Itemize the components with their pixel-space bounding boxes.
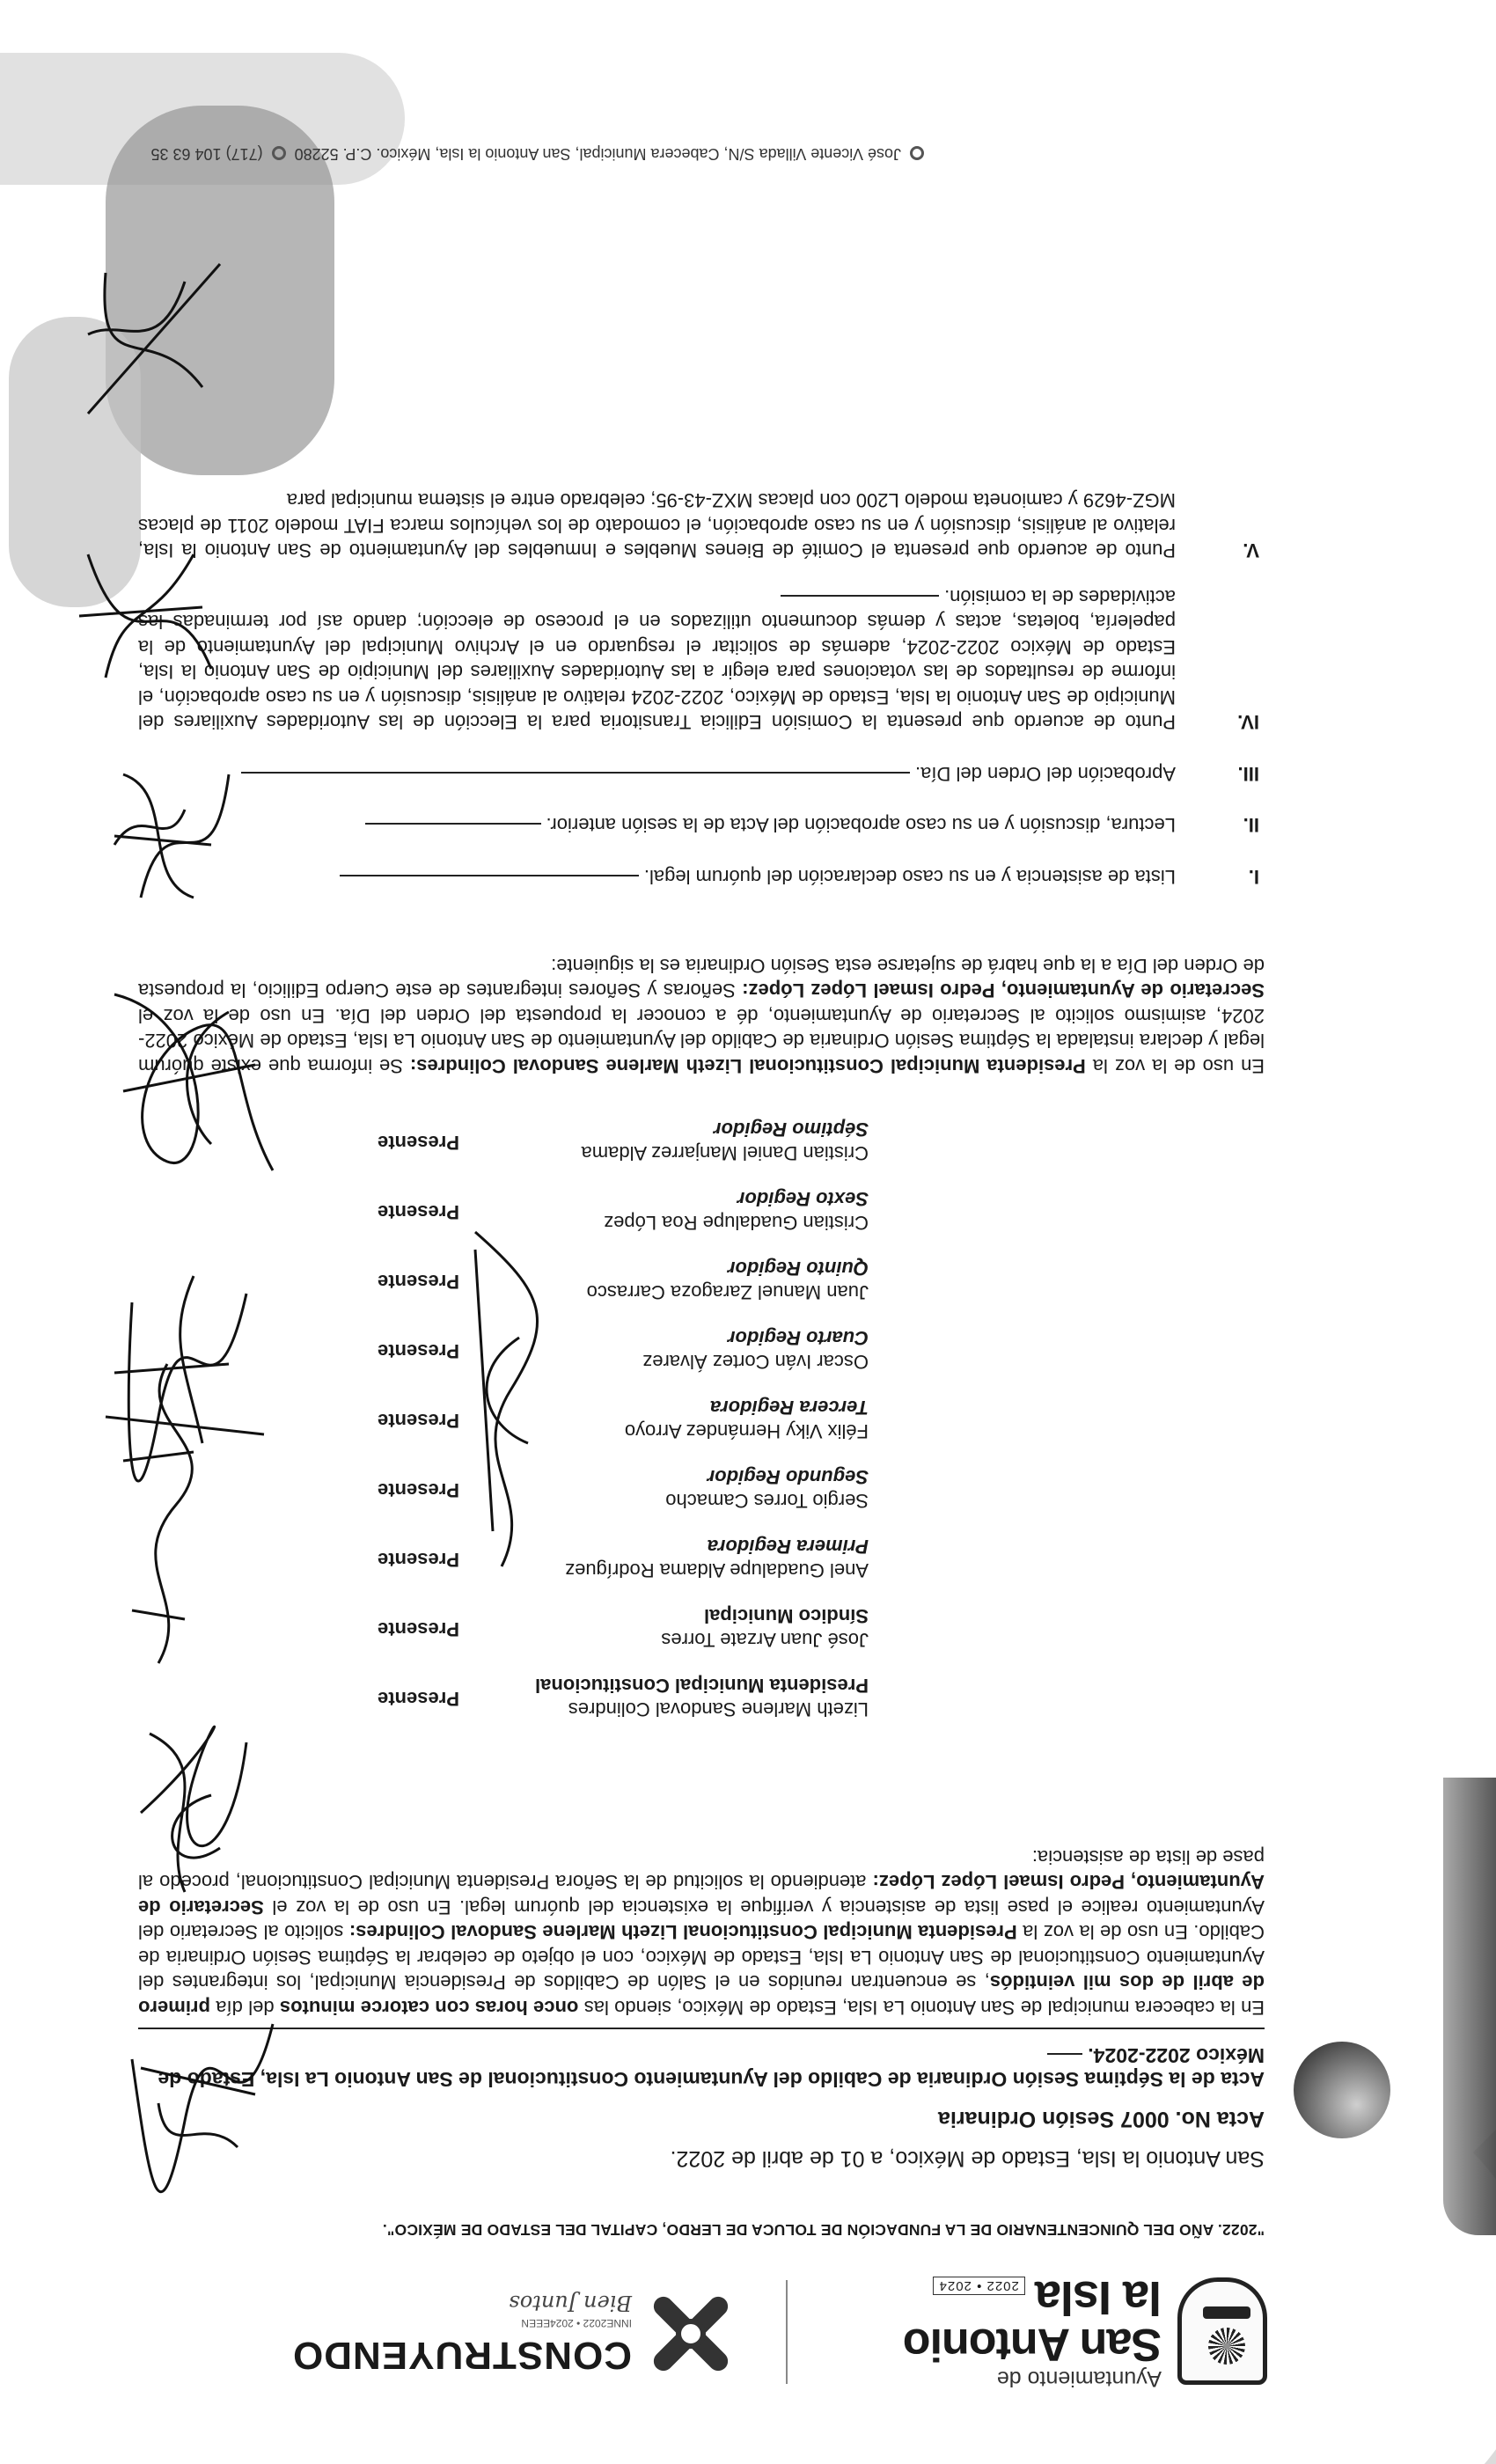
- agenda-item: II. Lectura, discusión y en su caso aprobación del Acta de la sesión anterior.: [138, 812, 1265, 838]
- year-motto: "2022. AÑO DEL QUINCENTENARIO DE LA FUNDACIÓN DE TOLUCA DE LERDO, CAPITAL DEL ESTADO DE MÉXICO".: [382, 2221, 1265, 2239]
- signature: [114, 1703, 273, 1918]
- signature: [70, 242, 238, 440]
- municipality-name-2: la Isla: [1035, 2271, 1162, 2324]
- status-present: Presente: [378, 1340, 459, 1362]
- intro-paragraph: En la cabecera municipal de San Antonio La Isla, Estado de México, siendo las once horas con catorce minutos del día primero de abril de dos mil veintidós, se encuentran reunidos en el Salón de Cabildos de Presidencia Municipal, los integrantes del Ayuntamiento Constitucional de San Antonio La Isla, Estado de México, con el objeto de celebrar la Séptima Sesión Ordinaria de Cabildo. En uso de la voz la Presidenta Municipal Constitucional Lizeth Marlene Sandoval Colindres: solicito al Secretario del Ayuntamiento realice el pase lista de asistencia y verifique la existencia del quórum legal. En uso de la voz el Secretario de Ayuntamiento, Pedro Ismael López López: atendiendo la solicitud de la Señora Presidenta Municipal Constitucional, procedo al pase de lista de asistencia:: [138, 1846, 1265, 2019]
- attendance-row: Oscar Iván Cortez Álvarez Cuarto Regidor Presente: [378, 1327, 869, 1373]
- attendance-row: Anel Guadalupe Aldama Rodríguez Primera Regidora Presente: [378, 1536, 869, 1581]
- signature: [97, 964, 299, 1197]
- decorative-sphere: [1294, 2042, 1390, 2138]
- status-present: Presente: [378, 1618, 459, 1640]
- acta-title: Acta de la Séptima Sesión Ordinaria de Cabildo del Ayuntamiento Constitucional de San Antonio La Isla, Estado de México 2022-2024.: [158, 2044, 1265, 2091]
- construyendo-label: CONSTRUYENDO: [291, 2334, 632, 2377]
- status-present: Presente: [378, 1271, 459, 1293]
- attendance-row: Cristian Guadalupe Roa López Sexto Regidor Presente: [378, 1188, 869, 1234]
- municipality-name: San Antonio: [903, 2319, 1162, 2370]
- attendance-row: Lizeth Marlene Sandoval Colindres Presidenta Municipal Constitucional Presente: [378, 1675, 869, 1720]
- construyendo-logo: [292, 2285, 739, 2382]
- agenda-item: I. Lista de asistencia y en su caso declaración del quórum legal.: [138, 864, 1265, 890]
- attendance-row: Juan Manuel Zaragoza Carrasco Quinto Regidor Presente: [378, 1258, 869, 1303]
- term-badge: 2022 • 2024: [933, 2277, 1025, 2295]
- phone-icon: [272, 147, 286, 161]
- construyendo-icon: [642, 2285, 739, 2382]
- municipality-logo: [903, 2271, 1267, 2391]
- crest-icon: [1177, 2278, 1267, 2386]
- status-present: Presente: [378, 1132, 459, 1154]
- attendance-row: José Juan Arzate Torres Síndico Municipal Presente: [378, 1605, 869, 1651]
- status-present: Presente: [378, 1479, 459, 1501]
- signature: [106, 788, 194, 862]
- divider: [786, 2280, 788, 2384]
- signature: [431, 1210, 572, 1584]
- date-line: San Antonio la Isla, Estado de México, a 01 de abril de 2022.: [670, 2146, 1265, 2171]
- construyendo-signature: Bien Juntos: [509, 2291, 632, 2315]
- letterhead: [132, 2248, 1267, 2389]
- signature: [106, 1351, 211, 1672]
- title-rule: [138, 2028, 1265, 2029]
- status-present: Presente: [378, 1549, 459, 1571]
- construyendo-subline: INNE2022 • 2024EEEN: [521, 2317, 632, 2329]
- signature: [114, 1967, 290, 2200]
- status-present: Presente: [378, 1688, 459, 1710]
- agenda-item: V. Punto de acuerdo que presenta el Comité de Bienes Muebles e Inmuebles del Ayuntamiento de San Antonio la Isla, relativo al análisis, discusión y en su caso aprobación, el comodato de los vehículos marca FIAT modelo 2011 de placas MGZ-4629 y camioneta modelo L200 con placas MXZ-43-95; celebrado entre el sistema municipal para: [138, 489, 1259, 562]
- decorative-band: [1443, 1778, 1496, 2235]
- status-present: Presente: [378, 1410, 459, 1432]
- attendance-row: Félix Viky Hernández Arroyo Tercera Regidora Presente: [378, 1397, 869, 1442]
- agenda-list: [138, 488, 1265, 889]
- attendance-row: Cristian Daniel Manjarrez Aldama Séptimo Regidor Presente: [378, 1118, 869, 1164]
- agenda-item: IV. Punto de acuerdo que presenta la Comisión Edilicia Transitoria para la Elección de las Autoridades Auxiliares del Municipio de San Antonio la Isla, Estado de México, 2022-2024 relativo al análisis, discusión y en su caso aprobación, el informe de resultados de las votaciones para elegir a las Autoridades Auxiliares del Municipio de San Antonio la Isla, Estado de México 2022-2024, además de solicitar el resguardo en el Archivo Municipal del Ayuntamiento de la papelería, boletas, actas y demás documento utilizados en el proceso de elección; dando así por terminadas las actividades de la comisión.: [138, 586, 1259, 734]
- footer-address: José Vicente Villada S/N, Cabecera Municipal, San Antonio la Isla, México. C.P. 52280 (717) 104 63 35: [150, 144, 924, 163]
- quorum-paragraph: En uso de la voz la Presidenta Municipal Constitucional Lizeth Marlene Sandoval Colindres: Se informa que existe quórum legal y declara instalada la Séptima Sesión Ordinaria de Cabildo del Ayuntamiento de San Antonio La Isla, Estado de México 2022-2024, asimismo solicito al Secretario de Ayuntamiento, dé a conocer la propuesta del Orden del Día. En uso de la voz el Secretario de Ayuntamiento, Pedro Ismael López López: Señoras y Señores integrantes de este Cuerpo Edilicio, la propuesta de Orden del Día a la que habrá de sujetarse esta Sesión Ordinaria es la siguiente:: [138, 955, 1265, 1077]
- acta-number: Acta No. 0007 Sesión Ordinaria: [938, 2107, 1265, 2131]
- ayuntamiento-label: Ayuntamiento de: [996, 2366, 1162, 2391]
- attendance-row: Sergio Torres Camacho Segundo Regidor Presente: [378, 1466, 869, 1512]
- location-icon: [910, 147, 924, 161]
- signature: [70, 524, 229, 704]
- status-present: Presente: [378, 1201, 459, 1223]
- agenda-item: III. Aprobación del Orden del Día.: [138, 761, 1265, 787]
